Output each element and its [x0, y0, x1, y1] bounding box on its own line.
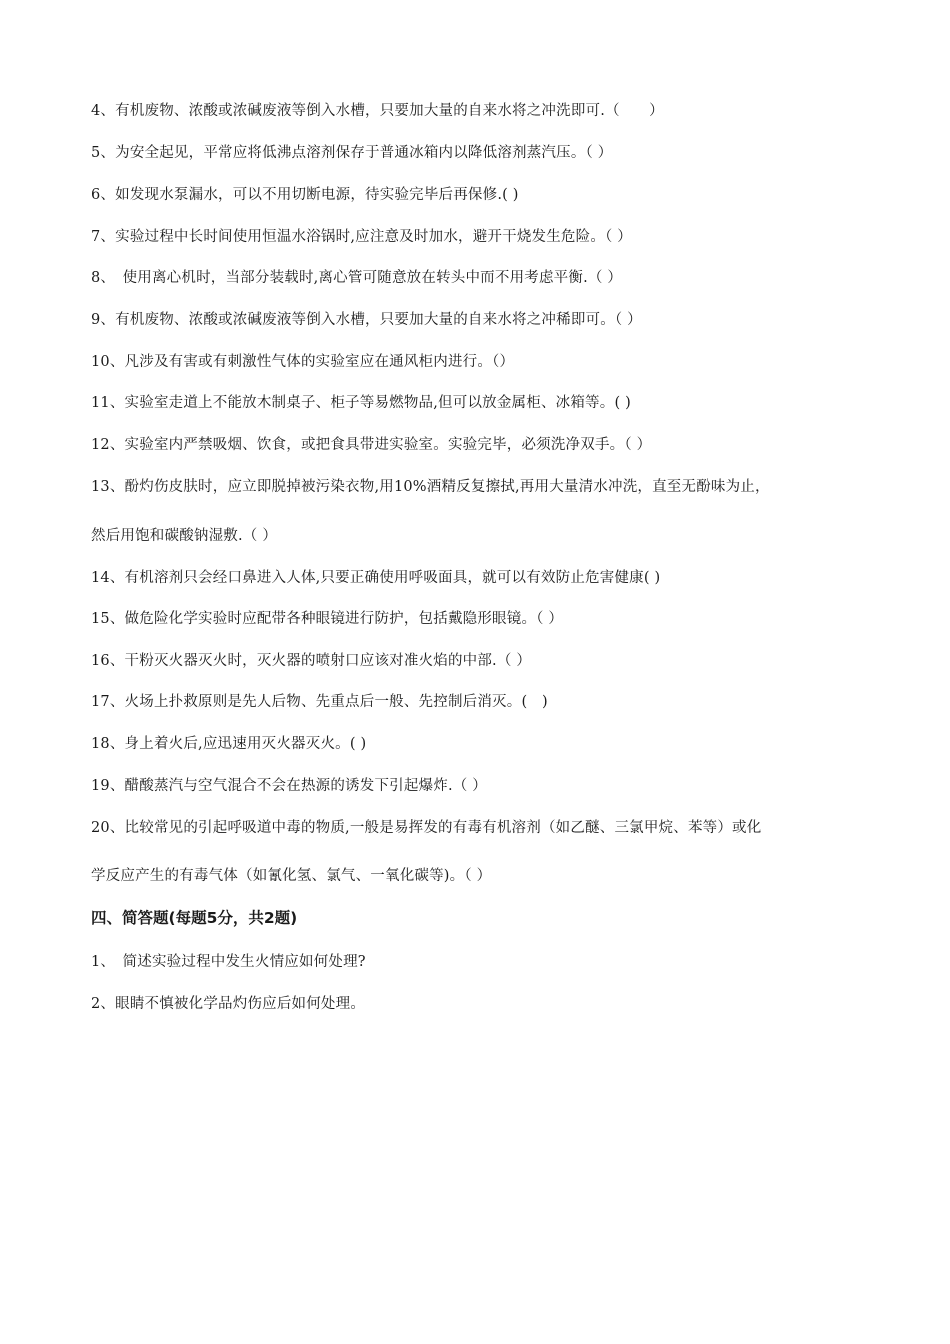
question-12: 12、实验室内严禁吸烟、饮食，或把食具带进实验室。实验完毕，必须洗净双手。（ ） [91, 437, 652, 453]
question-7: 7、实验过程中长时间使用恒温水浴锅时,应注意及时加水，避开干烧发生危险。（ ） [91, 229, 632, 245]
question-18: 18、身上着火后,应迅速用灭火器灭火。( ) [91, 736, 367, 752]
question-11: 11、实验室走道上不能放木制桌子、柜子等易燃物品,但可以放金属柜、冰箱等。( ) [91, 395, 631, 411]
question-6: 6、如发现水泵漏水，可以不用切断电源，待实验完毕后再保修.( ) [91, 187, 519, 203]
question-8: 8、 使用离心机时，当部分装载时,离心管可随意放在转头中而不用考虑平衡.（ ） [91, 270, 623, 286]
question-19: 19、醋酸蒸汽与空气混合不会在热源的诱发下引起爆炸.（ ） [91, 778, 487, 794]
question-14: 14、有机溶剂只会经口鼻进入人体,只要正确使用呼吸面具，就可以有效防止危害健康( ) [91, 570, 661, 586]
question-10: 10、凡涉及有害或有刺激性气体的实验室应在通风柜内进行。（） [91, 354, 515, 370]
question-20: 20、比较常见的引起呼吸道中毒的物质,一般是易挥发的有毒有机溶剂（如乙醚、三氯甲烷、苯等）或化 [91, 820, 762, 836]
section-heading-short-answer: 四、简答题(每题5分，共2题) [91, 909, 298, 927]
question-4: 4、有机废物、浓酸或浓碱废液等倒入水槽，只要加大量的自来水将之冲洗即可.（ ） [91, 103, 664, 119]
question-5: 5、为安全起见，平常应将低沸点溶剂保存于普通冰箱内以降低溶剂蒸汽压。（ ） [91, 145, 613, 161]
question-13: 13、酚灼伤皮肤时，应立即脱掉被污染衣物,用10%酒精反复擦拭,再用大量清水冲洗，直至无酚味为止， [91, 479, 770, 495]
question-9: 9、有机废物、浓酸或浓碱废液等倒入水槽，只要加大量的自来水将之冲稀即可。（ ） [91, 312, 642, 328]
short-answer-2: 2、眼睛不慎被化学品灼伤应后如何处理。 [91, 996, 366, 1012]
question-17: 17、火场上扑救原则是先人后物、先重点后一般、先控制后消灭。( ) [91, 694, 548, 710]
question-16: 16、干粉灭火器灭火时，灭火器的喷射口应该对准火焰的中部.（ ） [91, 653, 532, 669]
question-15: 15、做危险化学实验时应配带各种眼镜进行防护，包括戴隐形眼镜。（ ） [91, 611, 564, 627]
question-13-continued: 然后用饱和碳酸钠湿敷.（ ） [91, 528, 278, 544]
short-answer-1: 1、 简述实验过程中发生火情应如何处理? [91, 954, 366, 970]
question-20-continued: 学反应产生的有毒气体（如氰化氢、氯气、一氧化碳等)。（ ） [91, 868, 492, 884]
